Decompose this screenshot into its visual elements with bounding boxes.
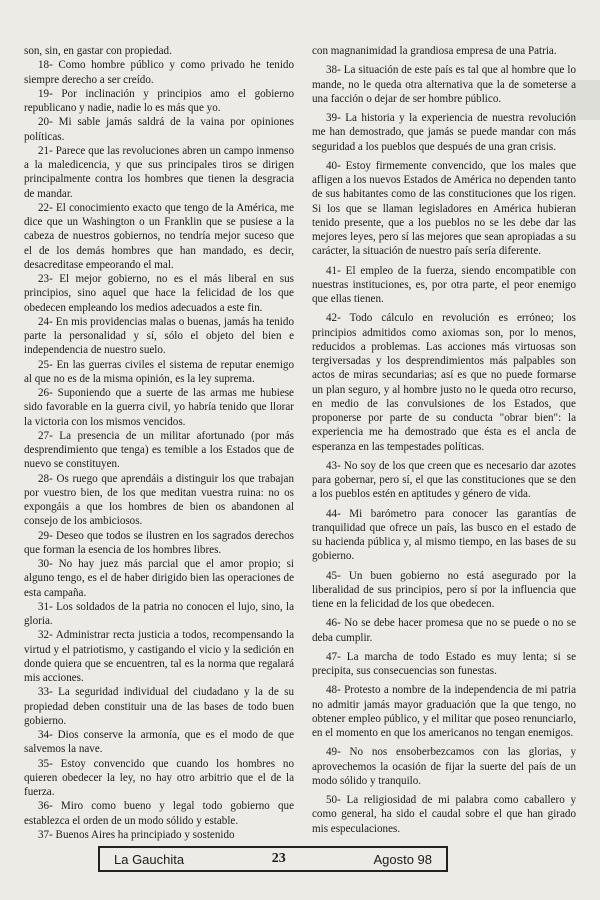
publication-name: La Gauchita [114,851,185,867]
paragraph: 38- La situación de este país es tal que al hombre que lo mande, no le queda otra alternativa que la de someterse a una facción o dejar de ser hombre público. [312,64,576,105]
paragraph: 43- No soy de los que creen que es necesario dar azotes para gobernar, pero sí, el que las constituciones que se den a los pueblos estén en aptitudes y género de vida. [312,459,576,501]
paragraph: 39- La historia y la experiencia de nuestra revolución me han demostrado, que jamás se puede mandar con más seguridad a los pueblos que después de una gran crisis. [312,112,576,153]
paragraph: 37- Buenos Aires ha principiado y sostenido [38,828,235,841]
left-column [24,44,294,842]
paragraph: 34- Dios conserve la armonía, que es el modo de que salvemos la nave. [24,729,294,756]
paragraph: 49- No nos ensoberbezcamos con las glorias, y aprovechemos la ocasión de fijar la suerte del país de un modo sólido y tranquilo. [312,746,576,787]
paragraph: 42- Todo cálculo en revolución es erróneo; los principios admitidos como axiomas son, por lo menos, reducidos a problemas. Las acciones más virtuosas son tergiversadas y los desprendimientos más palpables son actos de miras secundarias; así es que no puede formarse un plan seguro, y al hombre justo no le queda otro recurso, en medio de las convulsiones de los Estados, que proponerse por parte de su conducta "obrar bien": la experiencia me ha demostrado que ésta es el ancla de esperanza en las tempestades políticas. [312,312,576,453]
paragraph: 20- Mi sable jamás saldrá de la vaina por opiniones políticas. [24,116,294,143]
paragraph: 28- Os ruego que aprendáis a distinguir los que trabajan por vuestro bien, de los que meditan vuestra ruina: no os expongáis a que los hombres de bien os abandonen al consejo de los ambiciosos. [24,472,294,528]
paragraph: 29- Deseo que todos se ilustren en los sagrados derechos que forman la esencia de los hombres libres. [24,529,294,556]
paragraph: 30- No hay juez más parcial que el amor propio; si alguno tengo, es el de haber dirigido bien las operaciones de esta campaña. [24,558,294,599]
paragraph: 31- Los soldados de la patria no conocen el lujo, sino, la gloria. [24,600,294,627]
paragraph: 18- Como hombre público y como privado he tenido siempre derecho a ser creído. [24,59,294,86]
paragraph: 40- Estoy firmemente convencido, que los males que afligen a los nuevos Estados de América no dependen tanto de sus habitantes como de las constituciones que los rigen. Si los que se llaman legisladores en América hubieran tenido presente, que a los pueblos no se les debe dar las mejores leyes, pero sí las mejores que sean apropiadas a su carácter, la situación de nuestro país sería diferente. [312,159,576,258]
paragraph: 48- Protesto a nombre de la independencia de mi patria no admitir jamás mayor graduación que la que tengo, no obtener empleo público, y el militar que poseo renunciarlo, en el momento en que los americanos no tengan enemigos. [312,684,576,739]
paragraph: 33- La seguridad individual del ciudadano y la de su propiedad deben constituir una de las bases de todo buen gobierno. [24,686,294,727]
paragraph: 23- El mejor gobierno, no es el más liberal en sus principios, sino aquel que hace la felicidad de los que obedecen empleando los medios adecuados a este fin. [24,273,294,314]
page-footer [98,846,448,872]
paragraph: 41- El empleo de la fuerza, siendo encompatible con nuestras instituciones, es, por otra parte, el peor enemigo que ellas tienen. [312,264,576,305]
paragraph: 36- Miro como bueno y legal todo gobierno que establezca el orden de un modo sólido y estable. [24,800,294,827]
paragraph: 24- En mis providencias malas o buenas, jamás ha tenido parte la personalidad y sí, sólo el objeto del bien e independencia de nuestro suelo. [24,315,294,357]
issue-date: Agosto 98 [373,851,432,867]
paragraph: 50- La religiosidad de mi palabra como caballero y como general, ha sido el caudal sobre el que han girado mis especulaciones. [312,794,576,835]
paragraph: 32- Administrar recta justicia a todos, recompensando la virtud y el patriotismo, y castigando el vicio y la sedición en donde quiera que se encuentren, tal es la norma que regalará mis acciones. [24,629,294,684]
paragraph: 22- El conocimiento exacto que tengo de la América, me dice que un Washington o un Franklin que se pusiese a la cabeza de nuestros gobiernos, no tendría mejor suceso que el de los demás hombres que han mandado, es decir, desacreditase empeorando el mal. [24,201,294,271]
page-number: 23 [271,851,286,866]
paragraph: 44- Mi barómetro para conocer las garantías de tranquilidad que ofrece un país, las busco en el estado de su hacienda pública y, al mismo tiempo, en las bases de su gobierno. [312,507,576,563]
paragraph: 27- La presencia de un militar afortunado (por más desprendimiento que tenga) es temible a los Estados que de nuevo se constituyen. [24,429,294,471]
paragraph: 21- Parece que las revoluciones abren un campo inmenso a la maledicencia, y que sus principales tiros se dirigen principalmente contra los hombres que tienen la desgracia de mandar. [24,144,294,200]
right-column [312,44,576,841]
paragraph: 25- En las guerras civiles el sistema de reputar enemigo al que no es de la misma opinión, es la ley suprema. [24,358,294,385]
paragraph: son, sin, en gastar con propiedad. [24,45,172,57]
paragraph: 35- Estoy convencido que cuando los hombres no quieren obedecer la ley, no hay otro arbitrio que el de la fuerza. [24,757,294,798]
paragraph: 47- La marcha de todo Estado es muy lenta; si se precipita, sus consecuencias son funestas. [312,650,576,677]
paragraph: 46- No se debe hacer promesa que no se puede o no se deba cumplir. [312,617,576,644]
paragraph: 26- Suponiendo que a suerte de las armas me hubiese sido favorable en la guerra civil, yo habría tenido que llorar la victoria con los mismos vencidos. [24,387,294,428]
paragraph: 19- Por inclinación y principios amo el gobierno republicano y nadie, nadie lo es más que yo. [24,87,294,114]
paragraph: con magnanimidad la grandiosa empresa de una Patria. [312,45,557,57]
paragraph: 45- Un buen gobierno no está asegurado por la liberalidad de sus principios, pero sí por la influencia que tiene en la felicidad de los que obedecen. [312,569,576,610]
